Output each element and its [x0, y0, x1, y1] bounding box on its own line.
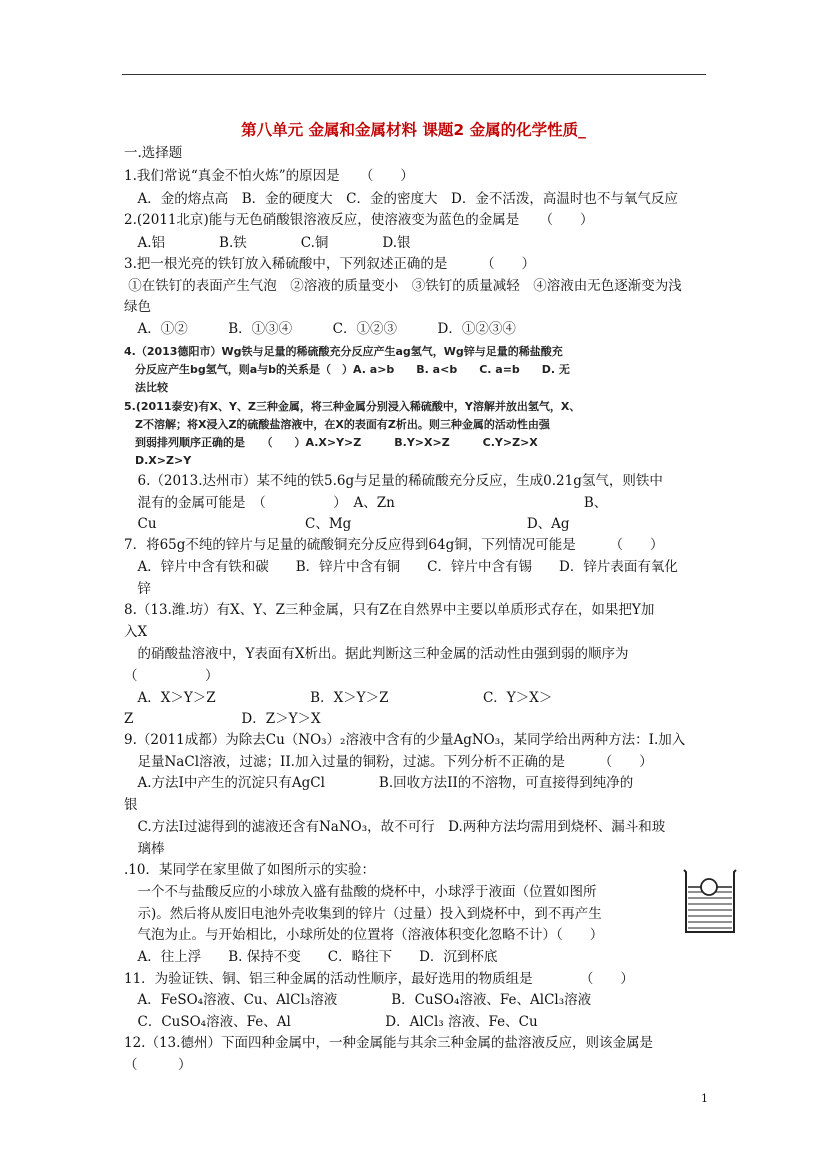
text-line: A．①② B．①③④ C．①②③ D．①②③④: [124, 321, 516, 337]
text-line: 锌: [124, 581, 151, 597]
text-line: 璃棒: [124, 841, 165, 857]
text-line: 分反应产生bg氢气，则a与b的关系是（ ）A. a>b B. a<b C. a=b D. 无: [124, 363, 570, 376]
text-line: Z D．Z＞Y＞X: [124, 711, 321, 727]
text-line: ①在铁钉的表面产生气泡 ②溶液的质量变小 ③铁钉的质量减轻 ④溶液由无色逐渐变为浅: [124, 278, 682, 294]
text-line: 2.(2011北京)能与无色硝酸银溶液反应，使溶液变为蓝色的金属是 （ ）: [124, 212, 594, 228]
text-line: 足量NaCl溶液，过滤；II.加入过量的铜粉，过滤。下列分析不正确的是 （ ）: [124, 754, 653, 770]
text-line: 绿色: [124, 299, 151, 315]
text-line: 入X: [124, 624, 148, 640]
text-line: Z不溶解；将X浸入Z的硫酸盐溶液中，在X的表面有Z析出。则三种金属的活动性由强: [124, 418, 550, 431]
text-line: 6.（2013.达州市）某不纯的铁5.6g与足量的稀硫酸充分反应，生成0.21g氢气，则铁中: [124, 473, 663, 489]
section-heading: 一.选择题: [124, 145, 183, 161]
page-number: 1: [701, 1092, 708, 1105]
text-line: Cu C、Mg D、Ag: [124, 516, 570, 532]
text-line: A．锌片中含有铁和碳 B．锌片中含有铜 C．锌片中含有锡 D．锌片表面有氧化: [124, 559, 678, 575]
text-line: 3.把一根光亮的铁钉放入稀硫酸中，下列叙述正确的是 （ ）: [124, 256, 536, 272]
text-line: 气泡为止。与开始相比，小球所处的位置将（溶液体积变化忽略不计）（ ）: [124, 927, 604, 943]
text-line: A.铝 B.铁 C.铜 D.银: [124, 235, 411, 251]
text-line: A.方法I中产生的沉淀只有AgCl B.回收方法II的不溶物，可直接得到纯净的: [124, 775, 634, 791]
text-line: .10．某同学在家里做了如图所示的实验：: [124, 862, 375, 878]
page-title: 第八单元 金属和金属材料 课题2 金属的化学性质_: [241, 121, 586, 139]
text-line: 9.（2011成都）为除去Cu（NO₃）₂溶液中含有的少量AgNO₃，某同学给出两种方法：I.加入: [124, 732, 686, 748]
text-line: A．往上浮 B. 保持不变 C．略往下 D．沉到杯底: [124, 949, 498, 965]
text-line: 11．为验证铁、铜、铝三种金属的活动性顺序，最好选用的物质组是 （ ）: [124, 971, 634, 987]
text-line: A．X＞Y＞Z B．X＞Y＞Z C．Y＞X＞: [124, 690, 553, 706]
text-line: C.方法I过滤得到的滤液还含有NaNO₃，故不可行 D.两种方法均需用到烧杯、漏斗和玻: [124, 819, 666, 835]
beaker-with-ball-diagram: [680, 866, 740, 938]
text-line: 1.我们常说“真金不怕火炼”的原因是 （ ）: [124, 168, 414, 184]
text-line: 的硝酸盐溶液中，Y表面有X析出。据此判断这三种金属的活动性由强到弱的顺序为: [124, 646, 629, 662]
text-line: 银: [124, 797, 138, 813]
text-line: 法比较: [124, 381, 168, 394]
text-line: 示)。然后将从废旧电池外壳收集到的锌片（过量）投入到烧杯中，到不再产生: [124, 906, 602, 922]
text-line: 到弱排列顺序正确的是 （ ）A.X>Y>Z B.Y>X>Z C.Y>Z>X: [124, 436, 538, 449]
text-line: A．金的熔点高 B．金的硬度大 C．金的密度大 D．金不活泼，高温时也不与氧气反应: [124, 191, 678, 207]
text-line: 5.(2011泰安)有X、Y、Z三种金属，将三种金属分别浸入稀硫酸中，Y溶解并放出氢气，X、: [124, 400, 581, 413]
text-line: 4.（2013德阳市）Wg铁与足量的稀硫酸充分反应产生ag氢气，Wg锌与足量的稀盐酸充: [124, 345, 563, 358]
text-line: 7．将65g不纯的锌片与足量的硫酸铜充分反应得到64g铜，下列情况可能是 （ ）: [124, 537, 664, 553]
text-line: A．FeSO₄溶液、Cu、AlCl₃溶液 B．CuSO₄溶液、Fe、AlCl₃溶液: [124, 992, 592, 1008]
text-line: D.X>Z>Y: [124, 454, 192, 467]
text-line: （ ）: [124, 668, 219, 684]
text-line: 12.（13.德州）下面四种金属中，一种金属能与其余三种金属的盐溶液反应，则该金属是: [124, 1035, 653, 1051]
text-line: 一个不与盐酸反应的小球放入盛有盐酸的烧杯中，小球浮于液面（位置如图所: [124, 884, 597, 900]
text-line: （ ）: [124, 1057, 192, 1073]
header-rule: [122, 74, 706, 75]
text-line: 8.（13.潍.坊）有X、Y、Z三种金属，只有Z在自然界中主要以单质形式存在，如果把Y加: [124, 602, 655, 618]
text-line: 混有的金属可能是 （ ） A、Zn B、: [124, 495, 608, 511]
text-line: C．CuSO₄溶液、Fe、Al D．AlCl₃ 溶液、Fe、Cu: [124, 1014, 538, 1030]
